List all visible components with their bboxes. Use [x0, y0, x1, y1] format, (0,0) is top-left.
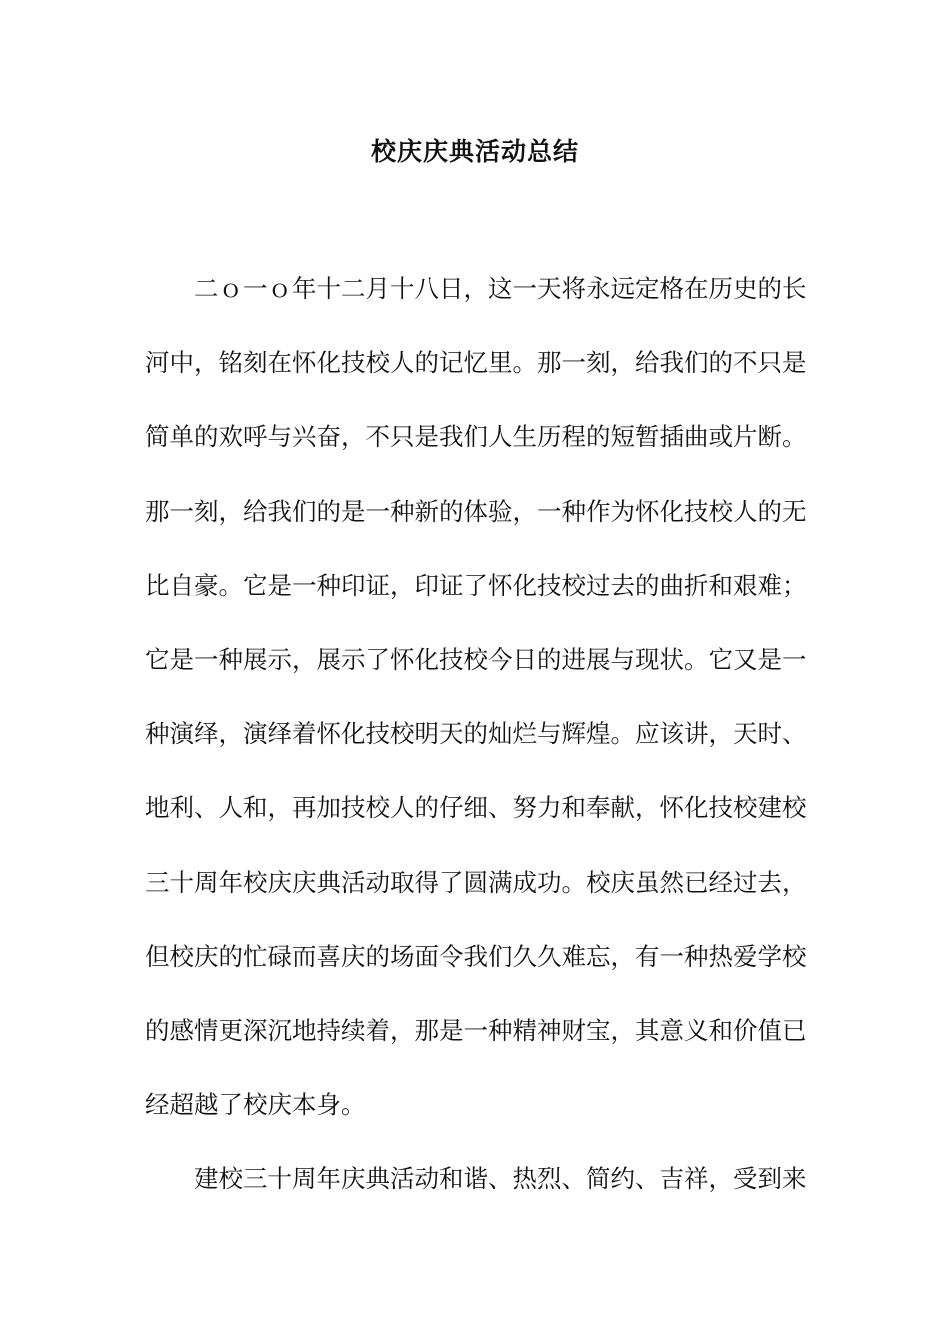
paragraph-1-line-10: 但校庆的忙碌而喜庆的场面令我们久久难忘，有一种热爱学校 — [145, 941, 807, 971]
paragraph-1-line-7: 种演绎，演绎着怀化技校明天的灿烂与辉煌。应该讲，天时、 — [145, 719, 807, 749]
document-title: 校庆庆典活动总结 — [370, 137, 579, 166]
paragraph-1-line-11: 的感情更深沉地持续着，那是一种精神财宝，其意义和价值已 — [145, 1015, 807, 1045]
paragraph-1-line-12: 经超越了校庆本身。 — [145, 1090, 366, 1120]
paragraph-1-line-9: 三十周年校庆庆典活动取得了圆满成功。校庆虽然已经过去， — [145, 867, 807, 897]
paragraph-1-line-3: 简单的欢呼与兴奋，不只是我们人生历程的短暂插曲或片断。 — [145, 422, 807, 452]
paragraph-1-line-1: 二ｏ一ｏ年十二月十八日，这一天将永远定格在历史的长 — [194, 274, 807, 303]
paragraph-2-line-1: 建校三十周年庆典活动和谐、热烈、简约、吉祥，受到来 — [194, 1164, 807, 1194]
paragraph-1-line-2: 河中，铭刻在怀化技校人的记忆里。那一刻，给我们的不只是 — [145, 348, 807, 378]
paragraph-1-line-4: 那一刻，给我们的是一种新的体验，一种作为怀化技校人的无 — [145, 496, 807, 526]
paragraph-1-line-8: 地利、人和，再加技校人的仔细、努力和奉献，怀化技校建校 — [145, 793, 807, 823]
paragraph-1-line-5: 比自豪。它是一种印证，印证了怀化技校过去的曲折和艰难； — [145, 570, 807, 600]
paragraph-1-line-6: 它是一种展示，展示了怀化技校今日的进展与现状。它又是一 — [145, 644, 807, 674]
document-body — [145, 252, 810, 1216]
